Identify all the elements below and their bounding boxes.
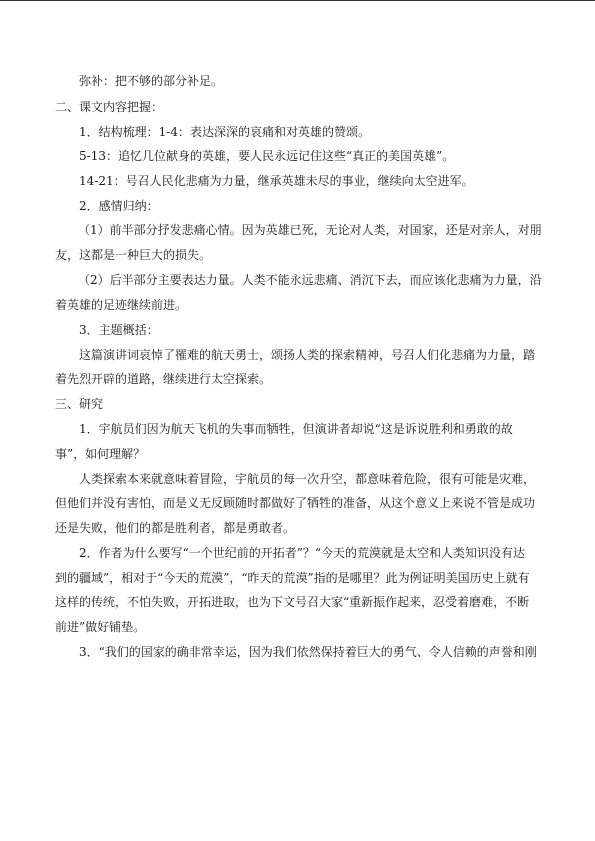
text-line-9: （2）后半部分主要表达力量。人类不能永远悲痛、消沉下去，而应该化悲痛为力量，沿 bbox=[78, 273, 542, 287]
text-line-16: 事”，如何理解？ bbox=[55, 447, 146, 461]
text-line-23: 前进”做好铺垫。 bbox=[55, 620, 146, 634]
text-line-24: 3．“我们的国家的确非常幸运，因为我们依然保持着巨大的勇气、令人信赖的声誉和刚 bbox=[79, 645, 537, 659]
text-line-11: 3．主题概括： bbox=[79, 323, 159, 337]
text-line-20: 2．作者为什么要写“一个世纪前的开拓者”？“今天的荒漠就是太空和人类知识没有达 bbox=[79, 546, 526, 560]
text-line-12: 这篇演讲词哀悼了罹难的航天勇士，颂扬人类的探索精神，号召人们化悲痛为力量，踏 bbox=[79, 348, 536, 362]
text-line-10: 着英雄的足迹继续前进。 bbox=[55, 298, 188, 312]
text-line-22: 这样的传统，不怕失败，开拓进取，也为下文号召大家“重新振作起来，忍受着磨难，不断 bbox=[55, 595, 530, 609]
text-line-17: 人类探索本来就意味着冒险，宇航员的每一次升空，都意味着危险，很有可能是灾难， bbox=[79, 472, 536, 486]
text-line-5: 14-21：号召人民化悲痛为力量，继承英雄未尽的事业，继续向太空进军。 bbox=[79, 174, 474, 188]
text-line-7: （1）前半部分抒发悲痛心情。因为英雄已死，无论对人类，对国家，还是对亲人，对朋 bbox=[78, 223, 542, 237]
text-line-18: 但他们并没有害怕，而是义无反顾随时都做好了牺牲的准备，从这个意义上来说不管是成功 bbox=[55, 496, 536, 510]
text-line-21: 到的疆域”，相对于“今天的荒漠”，“昨天的荒漠”指的是哪里？此为例证明美国历史上就有 bbox=[55, 571, 530, 585]
text-line-6: 2．感情归纳： bbox=[79, 199, 159, 213]
section-heading-2: 二、课文内容把握： bbox=[55, 100, 164, 114]
text-line-3: 1．结构梳理：1-4：表达深深的哀痛和对英雄的赞颂。 bbox=[79, 125, 370, 139]
text-line-1: 弥补：把不够的部分补足。 bbox=[79, 74, 224, 88]
text-line-4: 5-13：追忆几位献身的英雄，要人民永远记住这些“真正的美国英雄”。 bbox=[79, 149, 455, 163]
text-line-8: 友，这都是一种巨大的损失。 bbox=[55, 248, 212, 262]
text-line-19: 还是失败，他们的都是胜利者，都是勇敢者。 bbox=[55, 521, 296, 535]
section-heading-3: 三、研究 bbox=[55, 397, 104, 411]
text-line-15: 1．宇航员们因为航天飞机的失事而牺牲，但演讲者却说“这是诉说胜利和勇敢的故 bbox=[79, 422, 513, 436]
text-line-13: 着先烈开辟的道路，继续进行太空探索。 bbox=[55, 372, 272, 386]
